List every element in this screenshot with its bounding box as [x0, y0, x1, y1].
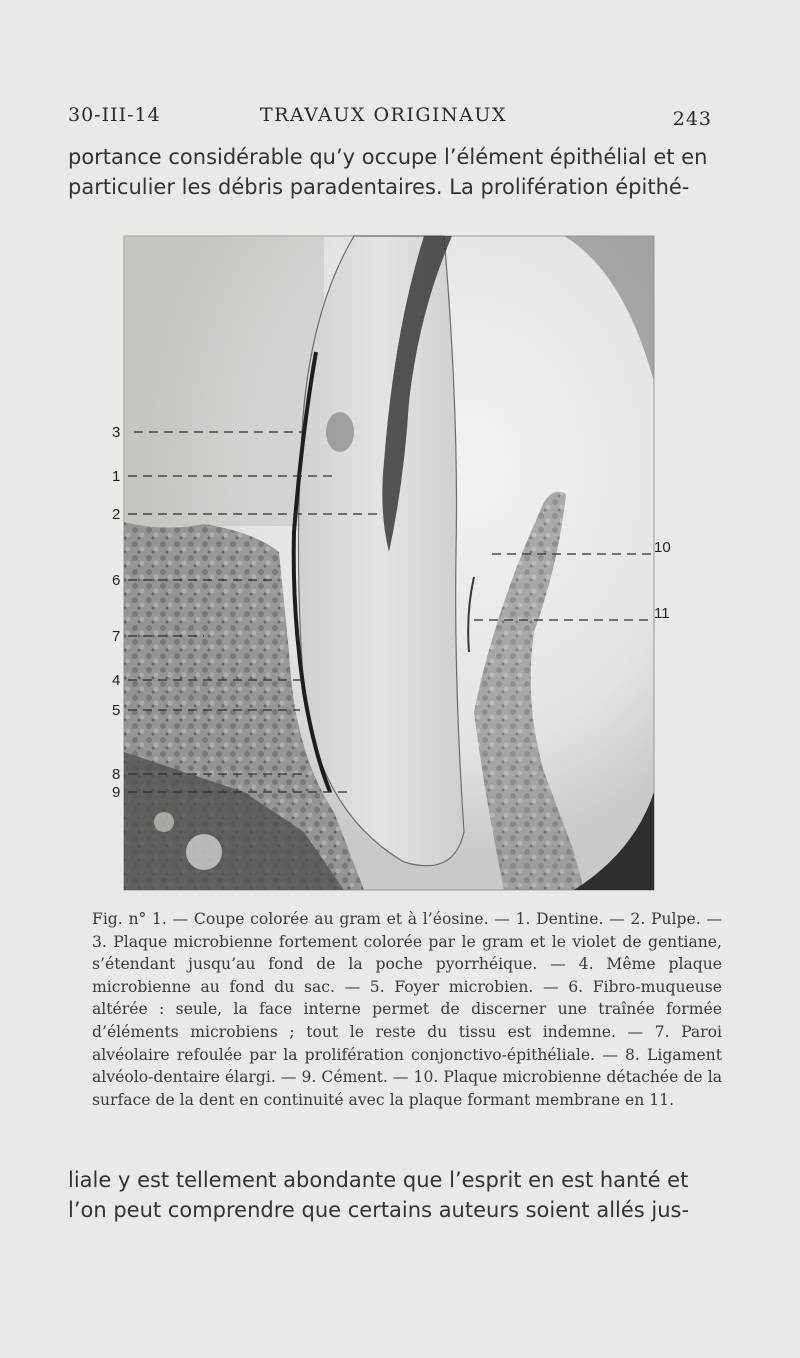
body-text-top [68, 142, 718, 202]
header-date: 30-III-14 [68, 104, 161, 126]
text-line: l’on peut comprendre que certains auteurs soient allés jus- [68, 1198, 690, 1222]
figure-label: 6 [112, 572, 121, 589]
micrograph-image [104, 232, 684, 894]
figure-label: 2 [112, 506, 121, 523]
figure-label: 10 [654, 539, 671, 556]
figure-label: 9 [112, 784, 121, 801]
page-number: 243 [672, 108, 712, 130]
figure-label: 7 [112, 628, 121, 645]
figure-caption: Fig. n° 1. — Coupe colorée au gram et à l’éosine. — 1. Dentine. — 2. Pulpe. — 3. Plaque microbienne fortement colorée par le gram et le violet de gentiane, s’étendant jusqu’au fond de la poche pyorrhéique. — 4. Même plaque microbienne au fond du sac. — 5. Foyer microbien. — 6. Fibro-muqueuse altérée : seule, la face interne permet de discerner une traînée formée d’éléments microbiens ; tout le reste du tissu est indemne. — 7. Paroi alvéolaire refoulée par la prolifération conjonctivo-épithéliale. — 8. Ligament alvéolo-dentaire élargi. — 9. Cément. — 10. Plaque microbienne détachée de la surface de la dent en continuité avec la plaque formant membrane en 11. [92, 910, 722, 1109]
figure-photomicrograph [104, 232, 684, 894]
figure-label: 5 [112, 702, 121, 719]
background-field [124, 236, 324, 526]
body-text-bottom [68, 1165, 718, 1225]
figure-label: 4 [112, 672, 121, 689]
figure-label: 8 [112, 766, 121, 783]
figure-label: 3 [112, 424, 121, 441]
running-head [68, 104, 718, 134]
text-line: liale y est tellement abondante que l’esprit en est hanté et [68, 1168, 689, 1192]
figure-label: 1 [112, 468, 121, 485]
header-section-title: TRAVAUX ORIGINAUX [260, 104, 507, 126]
text-line: portance considérable qu’y occupe l’élément épithélial et en [68, 145, 708, 169]
figure-label: 11 [654, 605, 670, 622]
text-line: particulier les débris paradentaires. La prolifération épithé- [68, 175, 690, 199]
